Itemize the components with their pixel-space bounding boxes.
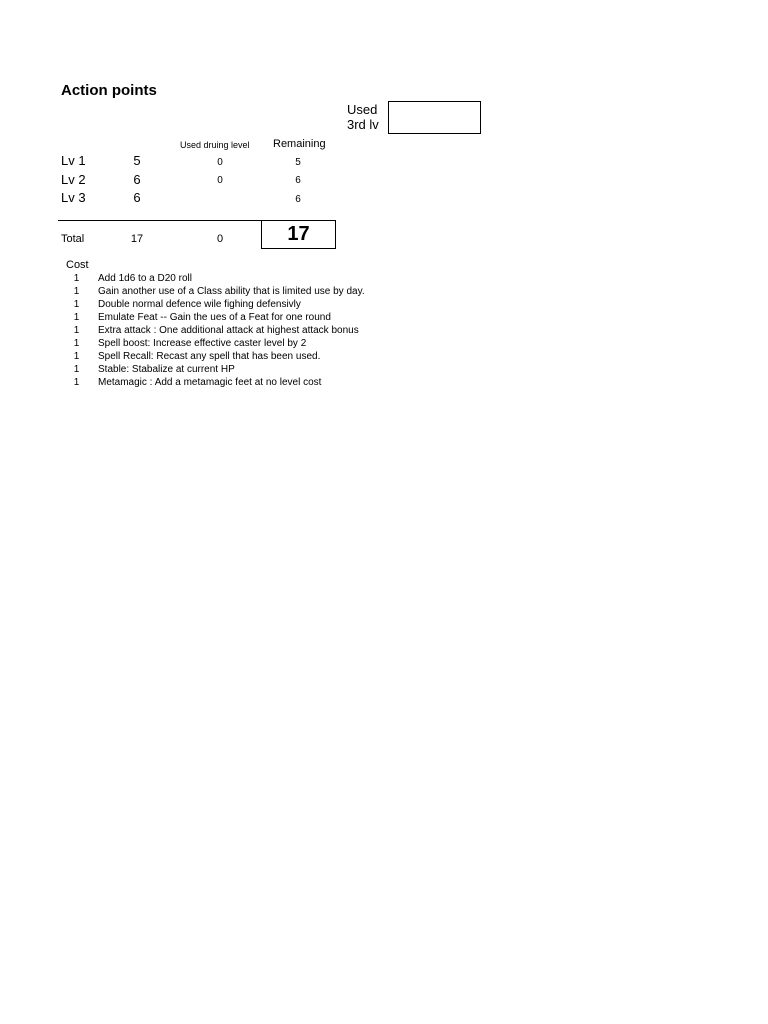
cost-value: 1 [73,273,80,284]
level-remaining: 5 [295,157,301,168]
list-item [66,324,365,337]
remaining-header: Remaining [273,138,326,150]
list-item [66,272,365,285]
cost-value: 1 [73,286,80,297]
list-item [66,350,365,363]
cost-description: Emulate Feat -- Gain the ues of a Feat for one round [98,312,331,323]
cost-value: 1 [73,325,80,336]
level-points[interactable]: 5 [133,153,141,168]
total-remaining: 17 [261,220,336,249]
used-3rd-level-cell[interactable] [388,101,481,134]
cost-value: 1 [73,377,80,388]
level-used[interactable]: 0 [217,157,223,168]
cost-value: 1 [73,351,80,362]
list-item [66,337,365,350]
used-label-line1: Used [347,102,378,117]
total-label: Total [61,233,85,245]
cost-description: Add 1d6 to a D20 roll [98,273,192,284]
level-label: Lv 2 [61,172,86,187]
list-item [66,298,365,311]
cost-description: Extra attack : One additional attack at highest attack bonus [98,325,359,336]
cost-description: Metamagic : Add a metamagic feet at no level cost [98,377,322,388]
level-label: Lv 1 [61,153,86,168]
cost-description: Stable: Stabalize at current HP [98,364,235,375]
list-item [66,285,365,298]
used-label-line2: 3rd lv [347,117,379,132]
total-points: 17 [130,233,144,245]
level-remaining: 6 [295,194,301,205]
page-title: Action points [61,82,157,99]
cost-value: 1 [73,299,80,310]
cost-description: Double normal defence wile fighing defensivly [98,299,301,310]
cost-value: 1 [73,338,80,349]
level-remaining: 6 [295,175,301,186]
list-item [66,376,365,389]
total-used: 0 [216,233,224,245]
list-item [66,311,365,324]
level-used[interactable]: 0 [217,175,223,186]
cost-list [66,272,365,389]
cost-description: Gain another use of a Class ability that is limited use by day. [98,286,365,297]
cost-description: Spell boost: Increase effective caster level by 2 [98,338,307,349]
cost-header: Cost [66,259,89,271]
used-during-level-header: Used druing level [180,140,250,150]
cost-value: 1 [73,312,80,323]
level-points[interactable]: 6 [133,172,141,187]
level-points[interactable]: 6 [133,190,141,205]
cost-description: Spell Recall: Recast any spell that has been used. [98,351,321,362]
level-label: Lv 3 [61,190,86,205]
cost-value: 1 [73,364,80,375]
list-item [66,363,365,376]
